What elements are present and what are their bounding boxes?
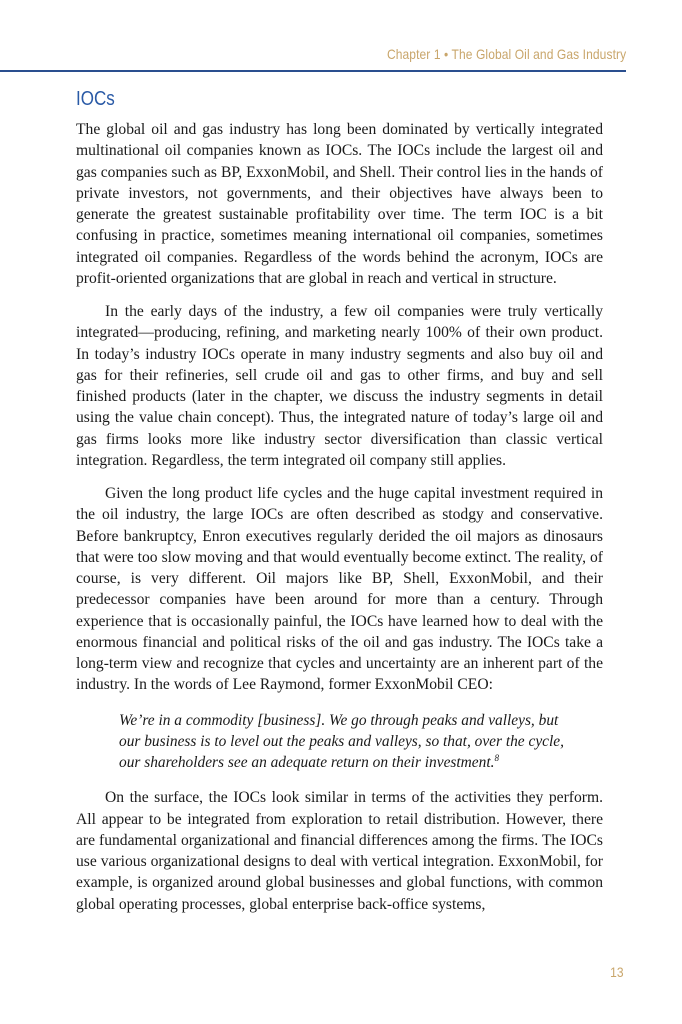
paragraph-1: The global oil and gas industry has long been dominated by vertically integrated multinational oil companies known as IOCs. The IOCs include the largest oil and gas companies such as BP, ExxonMobil, and Shell. Their control lies in the hands of private investors, not governments, and their objectives have always been to generate the greatest sustainable profitability over time. The term IOC is a bit confusing in practice, sometimes meaning international oil companies, sometimes integrated oil companies. Regardless of the words behind the acronym, IOCs are profit-oriented organizations that are global in reach and vertical in structure. [76, 121, 603, 287]
running-head: Chapter 1 • The Global Oil and Gas Industry [386, 46, 626, 62]
header-rule [0, 70, 626, 72]
paragraph-2: In the early days of the industry, a few oil companies were truly vertically integrated—producing, refining, and marketing nearly 100% of their own product. In today’s industry IOCs operate in many industry segments and also buy oil and gas for their refineries, sell crude oil and gas to other firms, and buy and sell finished products (later in the chapter, we discuss the industry segments in detail using the value chain concept). Thus, the integrated nature of today’s large oil and gas firms looks more like industry sector diversification than classic vertical integration. Regardless, the term integrated oil company still applies. [76, 303, 603, 469]
quote-text: We’re in a commodity [business]. We go through peaks and valleys, but our business is to level out the peaks and valleys, so that, over the cycle, our shareholders see an adequate return on their investment. [119, 711, 564, 771]
page-number: 13 [610, 964, 624, 980]
paragraph-3: Given the long product life cycles and the huge capital investment required in the oil industry, the large IOCs are often described as stodgy and conservative. Before bankruptcy, Enron executives regularly derided the oil majors as dinosaurs that were too slow moving and that would eventually become extinct. The reality, of course, is very different. Oil majors like BP, Shell, ExxonMobil, and their predecessor companies have been around for more than a century. Through experience that is occasionally painful, the IOCs have learned how to deal with the enormous financial and political risks of the oil and gas industry. The IOCs take a long-term view and recognize that cycles and uncertainty are an inherent part of the industry. In the words of Lee Raymond, former ExxonMobil CEO: [76, 485, 603, 694]
paragraph-4: On the surface, the IOCs look similar in terms of the activities they perform. All appear to be integrated from exploration to retail distribution. However, there are fundamental organizational and financial differences among the firms. The IOCs use various organizational designs to deal with vertical integration. ExxonMobil, for example, is organized around global businesses and global functions, with common global operating processes, global enterprise back-office systems, [76, 789, 603, 913]
body-text [76, 119, 603, 915]
footnote-reference[interactable]: 8 [494, 752, 499, 763]
block-quote [119, 710, 581, 774]
section-title: IOCs [76, 88, 115, 110]
